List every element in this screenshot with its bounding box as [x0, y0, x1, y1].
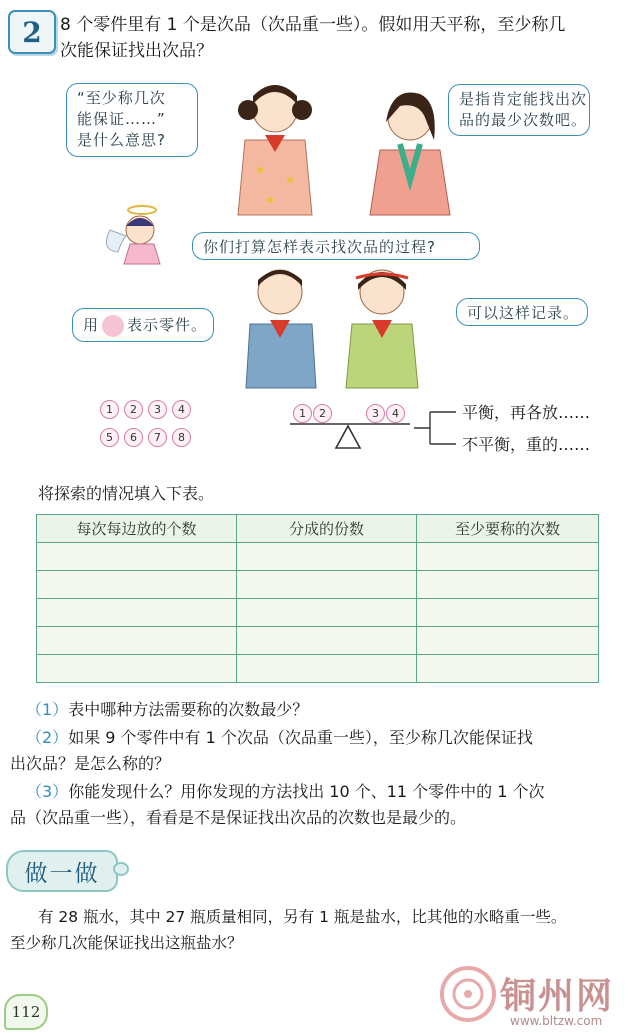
bubble-girl1-line1: “至少称几次 — [77, 89, 166, 107]
speech-bubble-girl1 — [66, 83, 198, 157]
question-3-text-line1: 你能发现什么？用你发现的方法找出 10 个、11 个零件中的 1 个次 — [68, 782, 545, 801]
kids-illustration — [240, 262, 430, 390]
part-coin: 2 — [124, 400, 143, 419]
part-coin: 8 — [172, 428, 191, 447]
table-cell[interactable] — [417, 655, 599, 683]
table-row — [37, 543, 599, 571]
problem-number-badge: 2 — [8, 10, 56, 54]
question-1-text: 表中哪种方法需要称的次数最少？ — [68, 700, 309, 719]
part-coin: 5 — [100, 428, 119, 447]
watermark-logo-icon — [440, 966, 496, 1022]
balance-right-coin: 3 — [366, 404, 385, 423]
question-2-text-line1: 如果 9 个零件中有 1 个次品（次品重一些），至少称几次能保证找 — [68, 728, 533, 747]
speech-bubble-girl3: 可以这样记录。 — [456, 298, 588, 326]
girls-illustration — [220, 80, 470, 220]
part-coin: 4 — [172, 400, 191, 419]
do-it-heading: 做一做 — [6, 850, 118, 892]
page-number: 112 — [4, 994, 48, 1030]
bubble-boy-suffix: 表示零件。 — [127, 316, 208, 334]
bubble-girl1-line2: 能保证……” — [77, 110, 166, 128]
part-coin: 7 — [148, 428, 167, 447]
table-cell[interactable] — [417, 599, 599, 627]
table-cell[interactable] — [237, 599, 417, 627]
part-coin: 6 — [124, 428, 143, 447]
problem-text-line2: 次能保证找出次品？ — [60, 41, 213, 61]
part-coin: 3 — [148, 400, 167, 419]
question-3-number: （3） — [26, 782, 69, 801]
do-it-text-line1: 有 28 瓶水，其中 27 瓶质量相同，另有 1 瓶是盐水，比其他的水略重一些。 — [38, 908, 567, 926]
table-header-cell: 每次每边放的个数 — [37, 515, 237, 543]
question-2-number: （2） — [26, 728, 69, 747]
watermark-text: 铜州网 — [500, 976, 615, 1017]
speech-bubble-boy — [72, 308, 214, 342]
question-2 — [26, 724, 533, 751]
table-row — [37, 627, 599, 655]
bubble-girl2-line2: 品的最少次数吧。 — [459, 111, 588, 129]
bubble-girl1-line3: 是什么意思? — [77, 131, 166, 149]
branch-unbalanced-text: 不平衡，重的…… — [462, 435, 591, 454]
angel-illustration — [100, 200, 184, 270]
balance-scale-icon — [288, 418, 413, 452]
part-coin: 1 — [100, 400, 119, 419]
watermark-url: www.bltzw.com — [510, 1014, 603, 1028]
table-row — [37, 655, 599, 683]
question-1 — [26, 696, 308, 723]
question-3-text-line2: 品（次品重一些），看看是不是保证找出次品的次数也是最少的。 — [10, 808, 467, 827]
table-row — [37, 571, 599, 599]
table-cell[interactable] — [237, 571, 417, 599]
bubble-boy-prefix: 用 — [83, 316, 100, 334]
branch-bracket — [412, 406, 458, 450]
table-header-cell: 至少要称的次数 — [417, 515, 599, 543]
table-cell[interactable] — [237, 543, 417, 571]
table-cell[interactable] — [37, 571, 237, 599]
question-1-number: （1） — [26, 700, 69, 719]
pink-circle-icon — [102, 315, 124, 337]
table-cell[interactable] — [37, 599, 237, 627]
branch-balanced-text: 平衡，再各放…… — [462, 403, 591, 422]
table-cell[interactable] — [417, 543, 599, 571]
bubble-girl2-line1: 是指肯定能找出次 — [459, 90, 588, 108]
table-cell[interactable] — [37, 655, 237, 683]
parts-grid — [100, 400, 192, 447]
table-cell[interactable] — [37, 627, 237, 655]
table-cell[interactable] — [237, 627, 417, 655]
do-it-tab-icon — [112, 860, 132, 878]
table-cell[interactable] — [417, 571, 599, 599]
question-3 — [26, 778, 545, 805]
table-cell[interactable] — [37, 543, 237, 571]
table-row — [37, 599, 599, 627]
table-header-cell: 分成的份数 — [237, 515, 417, 543]
do-it-text-line2: 至少称几次能保证找出这瓶盐水？ — [10, 934, 243, 952]
table-header-row — [37, 515, 599, 543]
balance-right-coin: 4 — [386, 404, 405, 423]
problem-text-line1: 8 个零件里有 1 个是次品（次品重一些）。假如用天平称，至少称几 — [60, 15, 566, 35]
balance-left-coin: 1 — [293, 404, 312, 423]
exploration-table — [36, 514, 599, 683]
table-cell[interactable] — [237, 655, 417, 683]
speech-bubble-angel: 你们打算怎样表示找次品的过程? — [192, 232, 480, 260]
table-cell[interactable] — [417, 627, 599, 655]
balance-left-coin: 2 — [313, 404, 332, 423]
table-intro: 将探索的情况填入下表。 — [38, 484, 215, 503]
question-2-text-line2: 出次品？是怎么称的？ — [10, 754, 171, 773]
speech-bubble-girl2 — [448, 84, 590, 136]
